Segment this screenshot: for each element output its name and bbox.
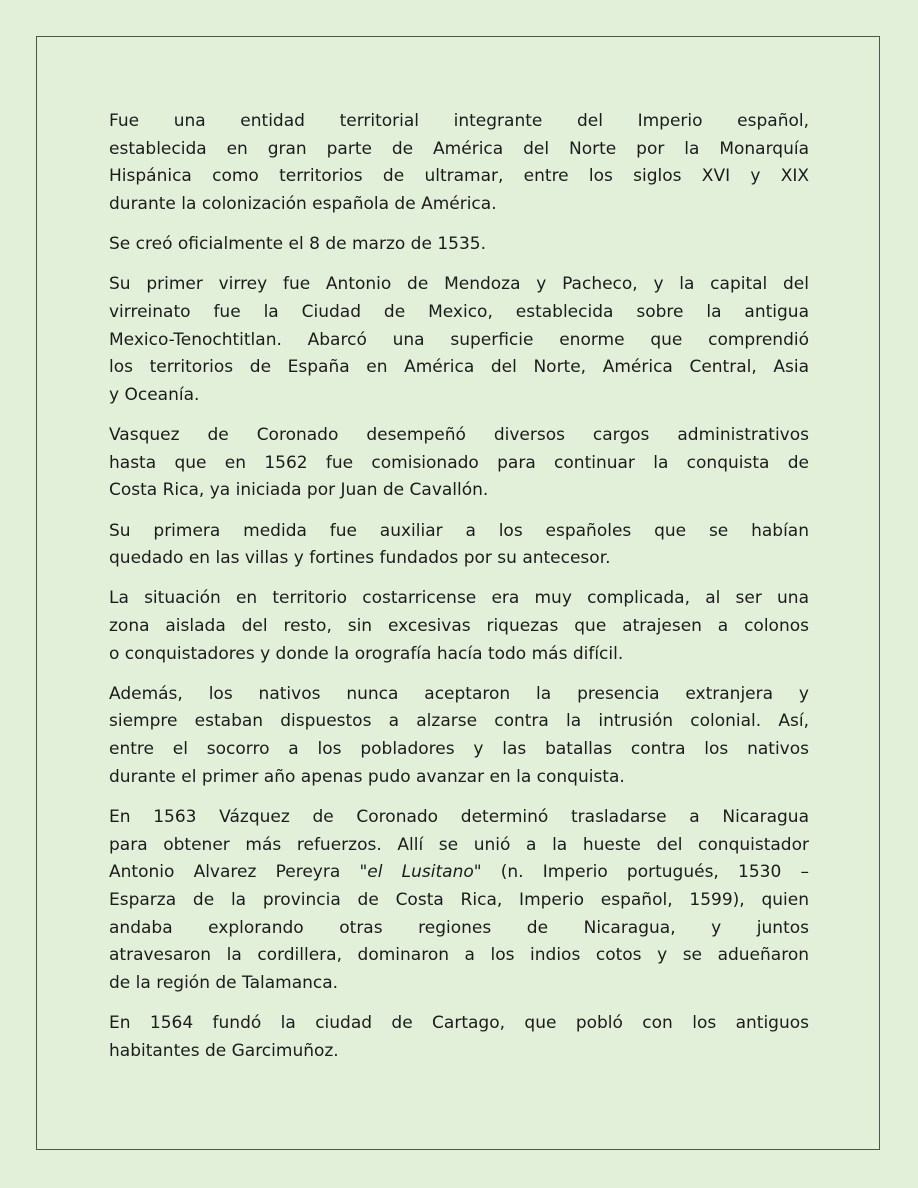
text-segment: Su primer virrey fue Antonio de Mendoza y Pacheco, y la capital del <box>109 274 809 295</box>
text-segment: quedado en las villas y fortines fundados por su antecesor. <box>109 548 611 569</box>
text-line <box>109 804 809 832</box>
text-segment: Vasquez de Coronado desempeñó diversos cargos administrativos <box>109 425 809 446</box>
paragraph <box>109 1010 809 1065</box>
text-segment: " (n. Imperio portugués, 1530 – <box>473 862 809 883</box>
text-line <box>109 518 809 546</box>
text-segment: Mexico-Tenochtitlan. Abarcó una superficie enorme que comprendió <box>109 329 809 350</box>
text-line <box>109 136 809 164</box>
text-line <box>109 736 809 764</box>
text-line <box>109 1010 809 1038</box>
paragraph <box>109 681 809 792</box>
text-segment: En 1564 fundó la ciudad de Cartago, que pobló con los antiguos <box>109 1013 809 1034</box>
text-line <box>109 764 809 792</box>
text-line <box>109 354 809 382</box>
paragraph <box>109 231 809 259</box>
text-line <box>109 708 809 736</box>
text-segment: Antonio Alvarez Pereyra " <box>109 862 368 883</box>
text-segment: zona aislada del resto, sin excesivas riquezas que atrajesen a colonos <box>109 615 809 636</box>
text-segment: entre el socorro a los pobladores y las batallas contra los nativos <box>109 739 809 760</box>
text-segment: o conquistadores y donde la orografía hacía todo más difícil. <box>109 643 624 664</box>
text-line <box>109 382 809 410</box>
text-line <box>109 477 809 505</box>
text-line <box>109 163 809 191</box>
paragraph <box>109 585 809 668</box>
paragraph <box>109 518 809 573</box>
text-segment: siempre estaban dispuestos a alzarse contra la intrusión colonial. Así, <box>109 711 809 732</box>
paragraph <box>109 804 809 998</box>
text-segment: Se creó oficialmente el 8 de marzo de 1535. <box>109 234 486 255</box>
text-segment: hasta que en 1562 fue comisionado para continuar la conquista de <box>109 452 809 473</box>
text-line <box>109 832 809 860</box>
text-segment: virreinato fue la Ciudad de Mexico, establecida sobre la antigua <box>109 301 809 322</box>
text-line <box>109 1038 809 1066</box>
text-line <box>109 450 809 478</box>
text-line <box>109 915 809 943</box>
text-segment: de la región de Talamanca. <box>109 972 339 993</box>
text-line <box>109 108 809 136</box>
text-line <box>109 191 809 219</box>
text-segment: Su primera medida fue auxiliar a los españoles que se habían <box>109 520 809 541</box>
text-segment: establecida en gran parte de América del Norte por la Monarquía <box>109 138 809 159</box>
text-segment: Esparza de la provincia de Costa Rica, Imperio español, 1599), quien <box>109 889 809 910</box>
text-line <box>109 271 809 299</box>
text-segment: En 1563 Vázquez de Coronado determinó trasladarse a Nicaragua <box>109 806 809 827</box>
text-line <box>109 327 809 355</box>
text-segment: habitantes de Garcimuñoz. <box>109 1040 339 1061</box>
text-line <box>109 299 809 327</box>
text-segment: Además, los nativos nunca aceptaron la presencia extranjera y <box>109 683 809 704</box>
text-segment: los territorios de España en América del Norte, América Central, Asia <box>109 357 809 378</box>
paragraph <box>109 422 809 505</box>
text-line <box>109 641 809 669</box>
text-segment: La situación en territorio costarricense era muy complicada, al ser una <box>109 588 809 609</box>
text-segment: Costa Rica, ya iniciada por Juan de Cavallón. <box>109 480 489 501</box>
paragraph <box>109 271 809 409</box>
text-line <box>109 970 809 998</box>
paragraph <box>109 108 809 219</box>
text-line <box>109 231 809 259</box>
text-segment: para obtener más refuerzos. Allí se unió a la hueste del conquistador <box>109 834 809 855</box>
text-line <box>109 859 809 887</box>
text-line <box>109 887 809 915</box>
text-line <box>109 422 809 450</box>
text-segment: andaba explorando otras regiones de Nicaragua, y juntos <box>109 917 809 938</box>
italic-text: el Lusitano <box>367 862 474 883</box>
text-segment: atravesaron la cordillera, dominaron a los indios cotos y se adueñaron <box>109 945 809 966</box>
text-segment: durante la colonización española de América. <box>109 194 497 215</box>
text-segment: Hispánica como territorios de ultramar, entre los siglos XVI y XIX <box>109 166 809 187</box>
text-line <box>109 942 809 970</box>
text-segment: durante el primer año apenas pudo avanzar en la conquista. <box>109 766 625 787</box>
text-line <box>109 545 809 573</box>
text-line <box>109 585 809 613</box>
text-line <box>109 681 809 709</box>
text-segment: y Oceanía. <box>109 384 200 405</box>
text-line <box>109 613 809 641</box>
document-body <box>109 108 809 1078</box>
text-segment: Fue una entidad territorial integrante del Imperio español, <box>109 111 809 131</box>
